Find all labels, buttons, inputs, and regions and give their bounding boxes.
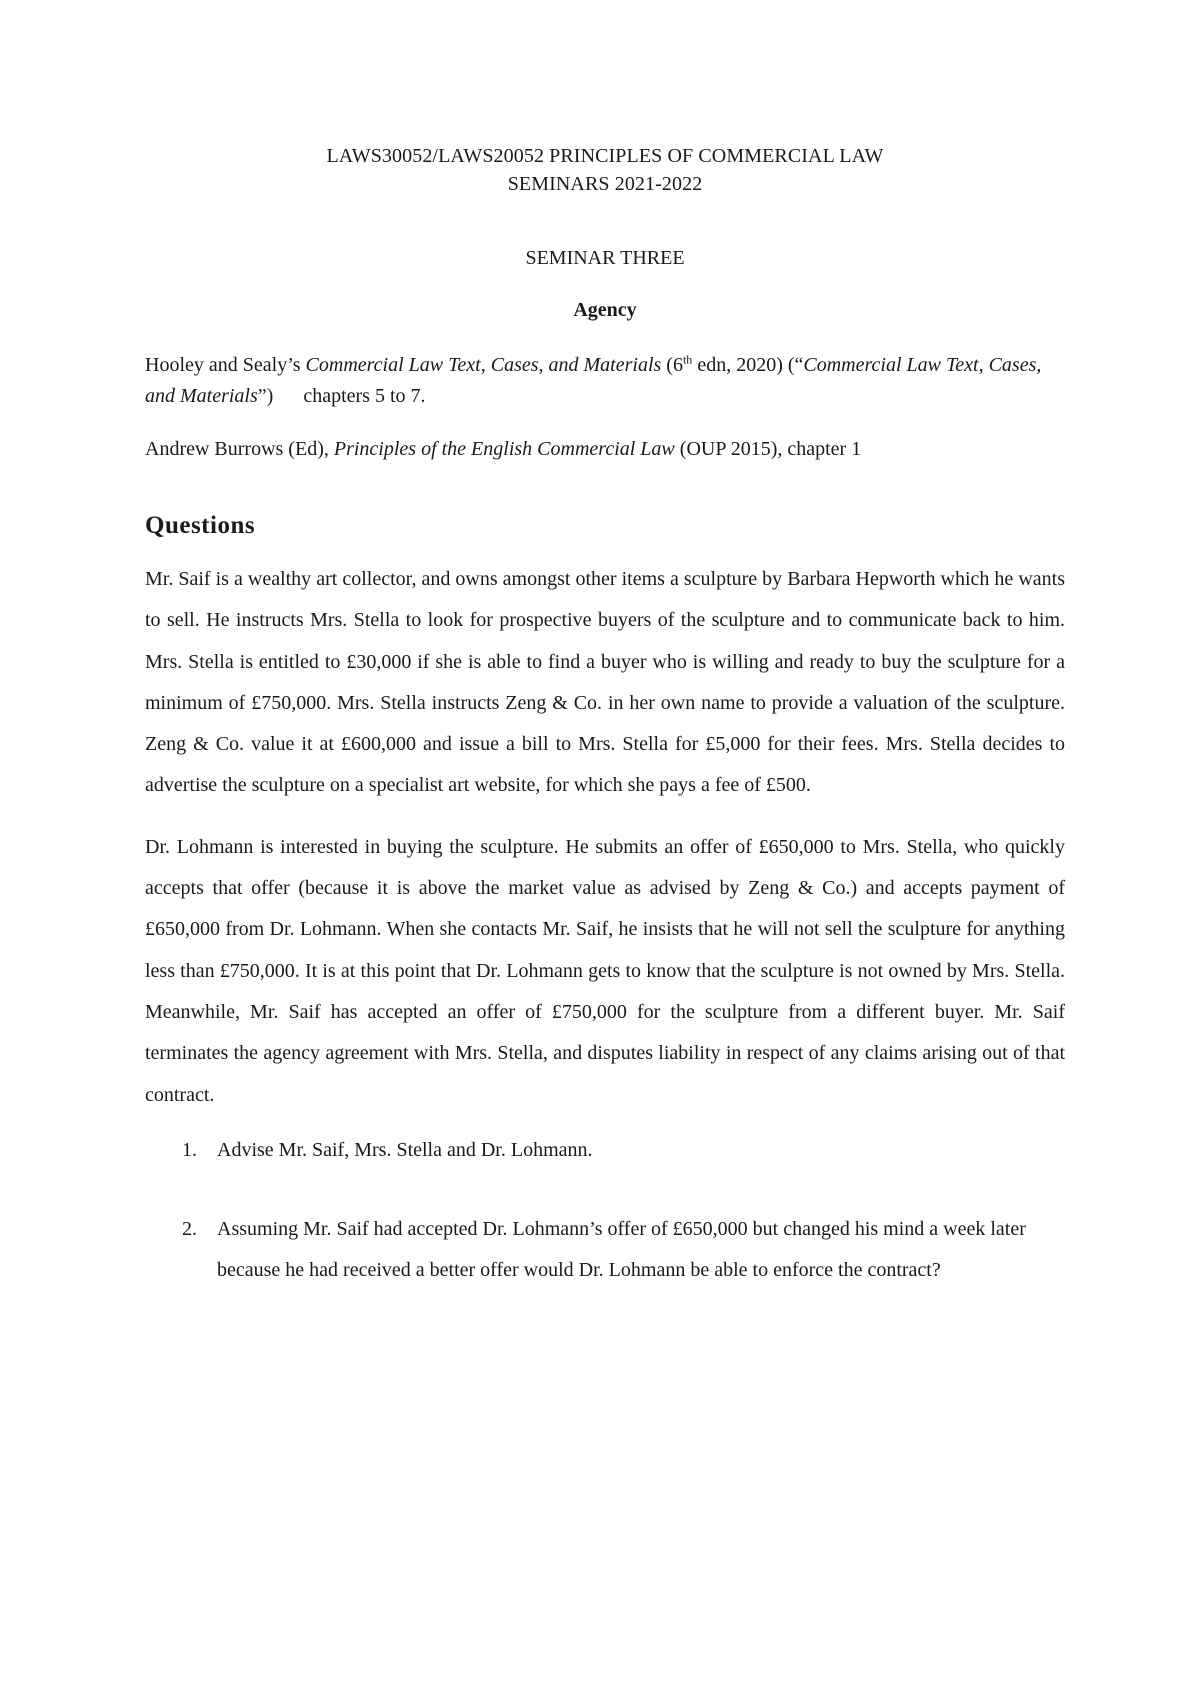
topic-title: Agency <box>573 299 637 321</box>
reading-reference-1 <box>145 350 1065 412</box>
reading-1-prefix: Hooley and Sealy’s <box>145 354 306 376</box>
question-list <box>145 1130 1065 1292</box>
course-heading <box>145 142 1065 198</box>
reading-1-edition-prefix: (6 <box>661 354 683 376</box>
reading-2-book-title: Principles of the English Commercial Law <box>333 438 675 460</box>
scenario-paragraph-1: Mr. Saif is a wealthy art collector, and owns amongst other items a sculpture by Barbara Hepworth which he wants to sell. He instructs Mrs. Stella to look for prospective buyers of the sculpture and to communicate back to him. Mrs. Stella is entitled to £30,000 if she is able to find a buyer who is willing and ready to buy the sculpture for a minimum of £750,000. Mrs. Stella instructs Zeng & Co. in her own name to provide a valuation of the sculpture. Zeng & Co. value it at £600,000 and issue a bill to Mrs. Stella for £5,000 for their fees. Mrs. Stella decides to advertise the sculpture on a specialist art website, for which she pays a fee of £500. <box>145 568 1065 797</box>
reading-reference-2 <box>145 434 1065 465</box>
course-title: LAWS30052/LAWS20052 PRINCIPLES OF COMMERCIAL LAW <box>326 145 884 167</box>
reading-1-short-title: Commercial Law Text, Cases, and Materials <box>145 354 1042 407</box>
question-text: Advise Mr. Saif, Mrs. Stella and Dr. Lohmann. <box>217 1138 593 1161</box>
reading-2-suffix: (OUP 2015), chapter 1 <box>674 438 862 460</box>
reading-1-book-title: Commercial Law Text, Cases, and Materials <box>305 354 662 376</box>
scenario-paragraph-2: Dr. Lohmann is interested in buying the sculpture. He submits an offer of £650,000 to Mrs. Stella, who quickly accepts that offer (because it is above the market value as advised by Zeng & Co.) and accepts payment of £650,000 from Dr. Lohmann. When she contacts Mr. Saif, he insists that he will not sell the sculpture for anything less than £750,000. It is at this point that Dr. Lohmann gets to know that the sculpture is not owned by Mrs. Stella. Meanwhile, Mr. Saif has accepted an offer of £750,000 for the sculpture from a different buyer. Mr. Saif terminates the agency agreement with Mrs. Stella, and disputes liability in respect of any claims arising out of that contract. <box>145 835 1065 1106</box>
question-text: Assuming Mr. Saif had accepted Dr. Lohmann’s offer of £650,000 but changed his mind a week later because he had received a better offer would Dr. Lohmann be able to enforce the contract? <box>217 1218 1026 1282</box>
reading-1-edition-superscript: th <box>682 352 693 367</box>
document-content <box>145 142 1065 1292</box>
question-item <box>145 1209 1065 1292</box>
course-session: SEMINARS 2021-2022 <box>507 173 703 195</box>
question-item <box>145 1130 1065 1171</box>
questions-heading: Questions <box>145 512 256 539</box>
question-number: 1. <box>182 1138 197 1161</box>
reading-1-chapters: ”) chapters 5 to 7. <box>257 385 426 407</box>
seminar-title: SEMINAR THREE <box>525 247 685 269</box>
reading-1-edition-suffix: edn, 2020) (“ <box>692 354 804 376</box>
reading-2-prefix: Andrew Burrows (Ed), <box>145 438 334 460</box>
question-number: 2. <box>182 1218 197 1241</box>
